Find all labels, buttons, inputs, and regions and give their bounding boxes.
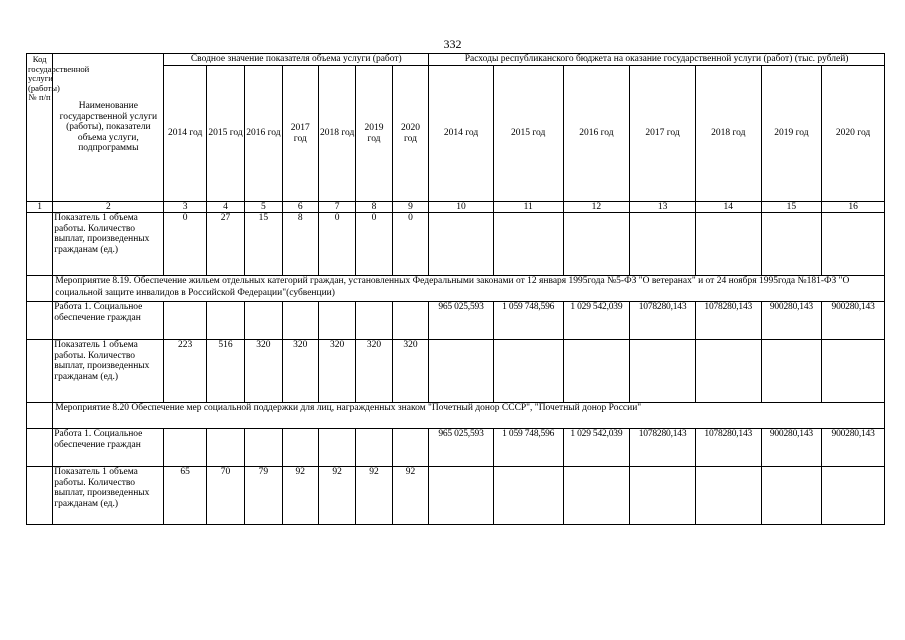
expense-cell — [563, 467, 630, 525]
volume-cell: 92 — [356, 467, 392, 525]
volume-cell — [318, 429, 355, 467]
expense-cell — [429, 213, 494, 276]
column-number: 1 — [27, 202, 53, 213]
expense-cell: 1 029 542,039 — [563, 302, 630, 340]
header-volume-year: 2016 год — [245, 66, 282, 202]
expense-cell — [695, 213, 761, 276]
row-name: Работа 1. Социальное обеспечение граждан — [53, 429, 164, 467]
header-expense-year: 2014 год — [429, 66, 494, 202]
volume-cell — [318, 302, 355, 340]
volume-cell: 65 — [164, 467, 206, 525]
header-volume-year: 2014 год — [164, 66, 206, 202]
header-expense-year: 2017 год — [630, 66, 696, 202]
page-number: 332 — [443, 37, 462, 51]
expense-cell: 900280,143 — [761, 302, 822, 340]
header-expense-year: 2018 год — [695, 66, 761, 202]
code-cell — [27, 340, 53, 403]
table-row — [27, 467, 885, 525]
volume-cell — [282, 429, 318, 467]
expense-cell — [761, 213, 822, 276]
volume-cell: 8 — [282, 213, 318, 276]
volume-cell — [245, 302, 282, 340]
expense-cell — [822, 340, 885, 403]
table-row — [27, 340, 885, 403]
expense-cell — [822, 467, 885, 525]
expense-cell — [563, 340, 630, 403]
header-expense-year: 2015 год — [493, 66, 563, 202]
expense-cell — [429, 467, 494, 525]
expense-cell: 900280,143 — [822, 302, 885, 340]
column-number: 14 — [695, 202, 761, 213]
table-row — [27, 429, 885, 467]
column-number: 2 — [53, 202, 164, 213]
column-number: 16 — [822, 202, 885, 213]
expense-cell: 900280,143 — [822, 429, 885, 467]
volume-cell — [392, 302, 428, 340]
volume-cell — [282, 302, 318, 340]
volume-cell — [164, 429, 206, 467]
header-volume-year: 2020 год — [392, 66, 428, 202]
volume-cell: 320 — [245, 340, 282, 403]
volume-cell — [245, 429, 282, 467]
column-number: 5 — [245, 202, 282, 213]
volume-cell: 223 — [164, 340, 206, 403]
expense-cell: 1 029 542,039 — [563, 429, 630, 467]
code-cell — [27, 213, 53, 276]
header-group-volume: Сводное значение показателя объема услуги (работ) — [164, 54, 429, 66]
volume-cell — [392, 429, 428, 467]
volume-cell: 0 — [356, 213, 392, 276]
expense-cell: 1 059 748,596 — [493, 302, 563, 340]
header-volume-year: 2018 год — [318, 66, 355, 202]
code-cell — [27, 467, 53, 525]
volume-cell — [356, 302, 392, 340]
header-name: Наименование государственной услуги (работы), показатели объема услуги, подпрограммы — [53, 54, 164, 202]
expense-cell — [822, 213, 885, 276]
column-number: 10 — [429, 202, 494, 213]
volume-cell: 320 — [356, 340, 392, 403]
volume-cell: 0 — [318, 213, 355, 276]
expense-cell: 1 059 748,596 — [493, 429, 563, 467]
expense-cell — [630, 213, 696, 276]
column-number: 7 — [318, 202, 355, 213]
volume-cell — [206, 302, 244, 340]
column-number: 6 — [282, 202, 318, 213]
expense-cell: 1078280,143 — [630, 302, 696, 340]
measure-row — [27, 403, 885, 429]
column-number: 9 — [392, 202, 428, 213]
volume-cell: 15 — [245, 213, 282, 276]
header-volume-year: 2017 год — [282, 66, 318, 202]
volume-cell: 79 — [245, 467, 282, 525]
expense-cell — [695, 340, 761, 403]
volume-cell — [356, 429, 392, 467]
volume-cell: 27 — [206, 213, 244, 276]
header-expense-year: 2016 год — [563, 66, 630, 202]
volume-cell: 0 — [164, 213, 206, 276]
table-row — [27, 213, 885, 276]
expense-cell: 1078280,143 — [695, 302, 761, 340]
expense-cell — [761, 340, 822, 403]
column-number: 13 — [630, 202, 696, 213]
row-name: Показатель 1 объема работы. Количество выплат, произведенных гражданам (ед.) — [53, 213, 164, 276]
header-volume-year: 2015 год — [206, 66, 244, 202]
volume-cell: 70 — [206, 467, 244, 525]
row-name: Показатель 1 объема работы. Количество выплат, произведенных гражданам (ед.) — [53, 467, 164, 525]
header-expense-year: 2020 год — [822, 66, 885, 202]
column-numbers-row — [27, 202, 885, 213]
measure-row — [27, 276, 885, 302]
column-number: 11 — [493, 202, 563, 213]
expense-cell — [630, 340, 696, 403]
expense-cell — [493, 213, 563, 276]
row-name: Показатель 1 объема работы. Количество выплат, произведенных гражданам (ед.) — [53, 340, 164, 403]
volume-cell: 516 — [206, 340, 244, 403]
expense-cell: 965 025,593 — [429, 302, 494, 340]
expense-cell — [493, 340, 563, 403]
volume-cell: 320 — [282, 340, 318, 403]
volume-cell: 320 — [392, 340, 428, 403]
code-cell — [27, 276, 53, 302]
expense-cell — [761, 467, 822, 525]
header-volume-year: 2019 год — [356, 66, 392, 202]
column-number: 15 — [761, 202, 822, 213]
expense-cell: 1078280,143 — [695, 429, 761, 467]
volume-cell: 92 — [318, 467, 355, 525]
volume-cell: 0 — [392, 213, 428, 276]
header-group-row — [27, 54, 885, 66]
expense-cell: 1078280,143 — [630, 429, 696, 467]
volume-cell: 92 — [282, 467, 318, 525]
header-group-expenses: Расходы республиканского бюджета на оказание государственной услуги (работ) (тыс. рублей) — [429, 54, 885, 66]
row-name: Работа 1. Социальное обеспечение граждан — [53, 302, 164, 340]
expense-cell: 965 025,593 — [429, 429, 494, 467]
volume-cell: 320 — [318, 340, 355, 403]
column-number: 8 — [356, 202, 392, 213]
header-expense-year: 2019 год — [761, 66, 822, 202]
expense-cell — [429, 340, 494, 403]
code-cell — [27, 429, 53, 467]
expense-cell — [563, 213, 630, 276]
expense-cell: 900280,143 — [761, 429, 822, 467]
header-code: Код государственной услуги (работы) № п/п — [27, 54, 53, 202]
expense-cell — [695, 467, 761, 525]
table-row — [27, 302, 885, 340]
column-number: 3 — [164, 202, 206, 213]
volume-cell — [206, 429, 244, 467]
measure-title: Мероприятие 8.19. Обеспечение жильем отдельных категорий граждан, установленных Федеральными законами от 12 января 1995года №5-ФЗ "О ветеранах" и от 24 ноября 1995года №181-ФЗ "О социальной защите инвалидов в Российской Федерации"(субвенции) — [53, 276, 885, 302]
code-cell — [27, 302, 53, 340]
expense-cell — [493, 467, 563, 525]
code-cell — [27, 403, 53, 429]
expense-cell — [630, 467, 696, 525]
column-number: 4 — [206, 202, 244, 213]
column-number: 12 — [563, 202, 630, 213]
volume-cell: 92 — [392, 467, 428, 525]
measure-title: Мероприятие 8.20 Обеспечение мер социальной поддержки для лиц, награжденных знаком "Почетный донор СССР", "Почетный донор России" — [53, 403, 885, 429]
services-table — [26, 53, 885, 525]
volume-cell — [164, 302, 206, 340]
